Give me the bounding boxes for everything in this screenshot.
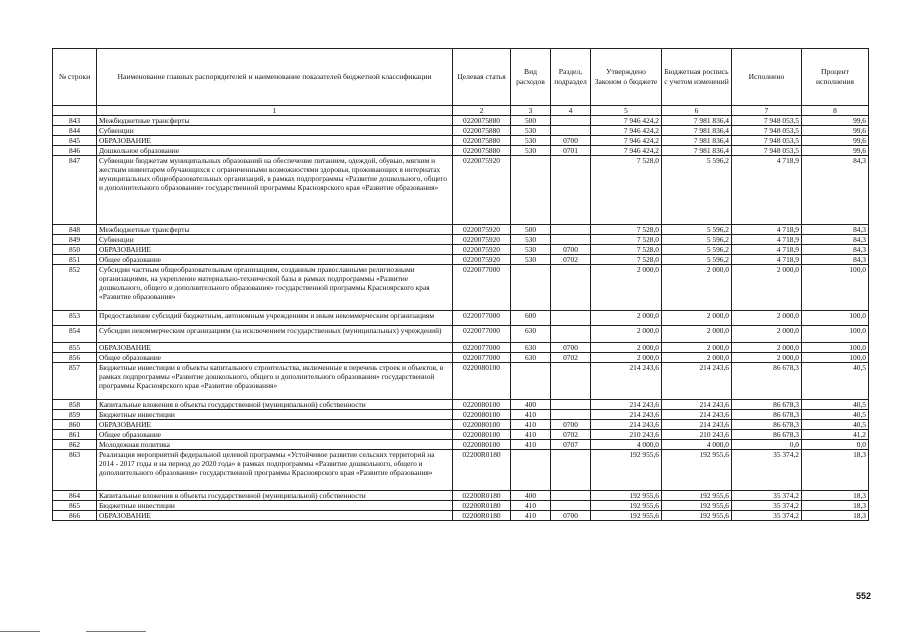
- row-percent: 84,3: [802, 245, 869, 255]
- header-expense-type: Вид расходов: [511, 49, 551, 106]
- row-approved: 192 955,6: [591, 491, 662, 501]
- row-executed: 4 718,9: [732, 225, 802, 235]
- table-row: [53, 430, 869, 440]
- row-expense-type: [511, 450, 551, 491]
- row-executed: 35 374,2: [732, 511, 802, 521]
- row-budget-schedule: 2 000,0: [662, 343, 732, 353]
- row-target-article: 0220075880: [453, 126, 511, 136]
- row-executed: 4 718,9: [732, 235, 802, 245]
- table-row: [53, 400, 869, 410]
- row-target-article: 0220075880: [453, 116, 511, 126]
- table-row: [53, 450, 869, 491]
- row-expense-type: 410: [511, 440, 551, 450]
- row-budget-schedule: 5 596,2: [662, 255, 732, 265]
- row-expense-type: 530: [511, 235, 551, 245]
- row-executed: 2 000,0: [732, 311, 802, 326]
- row-approved: 7 528,0: [591, 255, 662, 265]
- row-number: 852: [53, 265, 97, 311]
- row-percent: 99,6: [802, 116, 869, 126]
- row-percent: 84,3: [802, 235, 869, 245]
- row-executed: 7 948 053,5: [732, 146, 802, 156]
- row-budget-schedule: 192 955,6: [662, 501, 732, 511]
- row-expense-type: [511, 265, 551, 311]
- row-percent: 84,3: [802, 225, 869, 235]
- row-section: 0702: [551, 255, 591, 265]
- row-approved: 7 528,0: [591, 156, 662, 225]
- row-section: [551, 400, 591, 410]
- row-target-article: 0220075920: [453, 156, 511, 225]
- header-target-article: Целевая статья: [453, 49, 511, 106]
- row-executed: 7 948 053,5: [732, 116, 802, 126]
- row-number: 844: [53, 126, 97, 136]
- row-number: 863: [53, 450, 97, 491]
- row-expense-type: 500: [511, 116, 551, 126]
- row-name: Субвенции: [97, 126, 453, 136]
- row-target-article: 0220077000: [453, 311, 511, 326]
- row-approved: 2 000,0: [591, 326, 662, 343]
- row-budget-schedule: 2 000,0: [662, 326, 732, 343]
- row-budget-schedule: 192 955,6: [662, 491, 732, 501]
- row-budget-schedule: 192 955,6: [662, 511, 732, 521]
- row-budget-schedule: 7 981 836,4: [662, 116, 732, 126]
- row-target-article: 0220075880: [453, 146, 511, 156]
- row-budget-schedule: 5 596,2: [662, 245, 732, 255]
- row-percent: 100,0: [802, 343, 869, 353]
- row-expense-type: 530: [511, 255, 551, 265]
- row-percent: 40,5: [802, 363, 869, 400]
- row-name: Субсидии частным общеобразовательным организациям, созданным православными религиозными организациями, на укрепление материально-технической базы в рамках подпрограммы «Развитие дошкольного, общего и дополнительного образования» государственной программы Красноярского края «Развитие образования»: [97, 265, 453, 311]
- table-row: [53, 136, 869, 146]
- row-number: 865: [53, 501, 97, 511]
- row-section: [551, 311, 591, 326]
- table-row: [53, 146, 869, 156]
- row-section: 0700: [551, 245, 591, 255]
- table-row: [53, 363, 869, 400]
- row-number: 864: [53, 491, 97, 501]
- row-percent: 40,5: [802, 400, 869, 410]
- row-approved: 192 955,6: [591, 511, 662, 521]
- row-executed: 35 374,2: [732, 491, 802, 501]
- row-name: Предоставление субсидий бюджетным, автономным учреждениям и иным некоммерческим организациям: [97, 311, 453, 326]
- row-section: 0702: [551, 430, 591, 440]
- row-number: 846: [53, 146, 97, 156]
- row-number: 845: [53, 136, 97, 146]
- row-target-article: 0220080100: [453, 410, 511, 420]
- row-approved: 2 000,0: [591, 311, 662, 326]
- row-number: 853: [53, 311, 97, 326]
- row-section: [551, 116, 591, 126]
- row-budget-schedule: 214 243,6: [662, 410, 732, 420]
- row-executed: 35 374,2: [732, 501, 802, 511]
- row-budget-schedule: 210 243,6: [662, 430, 732, 440]
- row-name: Бюджетные инвестиции: [97, 410, 453, 420]
- row-name: Субвенции: [97, 235, 453, 245]
- row-expense-type: 530: [511, 136, 551, 146]
- row-name: Межбюджетные трансферты: [97, 116, 453, 126]
- row-percent: 18,3: [802, 450, 869, 491]
- row-target-article: 02200R0180: [453, 450, 511, 491]
- row-section: 0707: [551, 440, 591, 450]
- row-budget-schedule: 2 000,0: [662, 353, 732, 363]
- row-executed: 4 718,9: [732, 255, 802, 265]
- row-expense-type: 530: [511, 146, 551, 156]
- row-executed: 2 000,0: [732, 326, 802, 343]
- row-expense-type: 530: [511, 245, 551, 255]
- row-target-article: 0220077000: [453, 343, 511, 353]
- row-executed: 86 678,3: [732, 363, 802, 400]
- row-expense-type: 410: [511, 511, 551, 521]
- row-name: Субвенции бюджетам муниципальных образований на обеспечение питанием, одеждой, обувью, мягким и жестким инвентарем обучающихся с ограниченными возможностями здоровья, проживающих в интернатах муниципальных общеобразовательных организаций, в рамках подпрограммы «Развитие дошкольного, общего и дополнительного образования» государственной программы Красноярского края «Развитие образования»: [97, 156, 453, 225]
- row-number: 843: [53, 116, 97, 126]
- row-executed: 86 678,3: [732, 430, 802, 440]
- row-target-article: 0220075920: [453, 245, 511, 255]
- row-percent: 84,3: [802, 255, 869, 265]
- row-section: 0700: [551, 136, 591, 146]
- row-approved: 214 243,6: [591, 363, 662, 400]
- row-budget-schedule: 5 596,2: [662, 225, 732, 235]
- row-approved: 7 528,0: [591, 235, 662, 245]
- header-executed: Исполнено: [732, 49, 802, 106]
- row-number: 850: [53, 245, 97, 255]
- table-row: [53, 126, 869, 136]
- row-approved: 7 528,0: [591, 245, 662, 255]
- row-percent: 99,6: [802, 146, 869, 156]
- table-row: [53, 265, 869, 311]
- row-target-article: 02200R0180: [453, 511, 511, 521]
- row-approved: 2 000,0: [591, 353, 662, 363]
- row-number: 860: [53, 420, 97, 430]
- row-approved: 4 000,0: [591, 440, 662, 450]
- row-approved: 2 000,0: [591, 265, 662, 311]
- row-percent: 18,3: [802, 491, 869, 501]
- row-executed: 7 948 053,5: [732, 126, 802, 136]
- row-expense-type: 410: [511, 501, 551, 511]
- row-percent: 0,0: [802, 440, 869, 450]
- row-name: Бюджетные инвестиции в объекты капитального строительства, включенные в перечень строек и объектов, в рамках подпрограммы «Развитие дошкольного, общего и дополнительного образования» государственной программы Красноярского края «Развитие образования»: [97, 363, 453, 400]
- table-row: [53, 410, 869, 420]
- row-percent: 100,0: [802, 265, 869, 311]
- row-budget-schedule: 214 243,6: [662, 400, 732, 410]
- row-section: [551, 126, 591, 136]
- table-row: [53, 245, 869, 255]
- row-number: 847: [53, 156, 97, 225]
- column-number: 2: [453, 106, 511, 116]
- table-row: [53, 225, 869, 235]
- budget-document: [52, 48, 869, 521]
- row-name: Капитальные вложения в объекты государственной (муниципальной) собственности: [97, 400, 453, 410]
- scan-edge-mark: [86, 631, 146, 632]
- row-expense-type: 630: [511, 343, 551, 353]
- row-target-article: 0220075920: [453, 255, 511, 265]
- row-target-article: 0220077000: [453, 326, 511, 343]
- row-approved: 214 243,6: [591, 400, 662, 410]
- row-number: 855: [53, 343, 97, 353]
- row-budget-schedule: 7 981 836,4: [662, 136, 732, 146]
- row-budget-schedule: 7 981 836,4: [662, 146, 732, 156]
- row-target-article: 0220080100: [453, 440, 511, 450]
- row-section: [551, 156, 591, 225]
- table-row: [53, 501, 869, 511]
- column-number: 6: [662, 106, 732, 116]
- row-number: 858: [53, 400, 97, 410]
- row-name: Реализация мероприятий федеральной целевой программы «Устойчивое развитие сельских территорий на 2014 - 2017 годы и на период до 2020 года» в рамках подпрограммы «Развитие дошкольного, общего и дополнительного образования» государственной программы Красноярского края «Развитие образования»: [97, 450, 453, 491]
- row-section: 0700: [551, 420, 591, 430]
- row-approved: 7 946 424,2: [591, 116, 662, 126]
- row-section: [551, 225, 591, 235]
- row-budget-schedule: 5 596,2: [662, 235, 732, 245]
- row-number: 849: [53, 235, 97, 245]
- row-percent: 18,3: [802, 511, 869, 521]
- row-section: 0700: [551, 343, 591, 353]
- row-percent: 100,0: [802, 311, 869, 326]
- row-name: Общее образование: [97, 255, 453, 265]
- row-name: Бюджетные инвестиции: [97, 501, 453, 511]
- row-section: [551, 265, 591, 311]
- header-budget-schedule: Бюджетная роспись с учетом изменений: [662, 49, 732, 106]
- row-number: 854: [53, 326, 97, 343]
- row-budget-schedule: 2 000,0: [662, 265, 732, 311]
- row-expense-type: 600: [511, 311, 551, 326]
- scan-edge-mark: [0, 631, 40, 632]
- row-section: [551, 363, 591, 400]
- row-approved: 7 946 424,2: [591, 146, 662, 156]
- row-target-article: 0220080100: [453, 363, 511, 400]
- row-budget-schedule: 192 955,6: [662, 450, 732, 491]
- row-percent: 99,6: [802, 136, 869, 146]
- row-number: 866: [53, 511, 97, 521]
- row-name: ОБРАЗОВАНИЕ: [97, 136, 453, 146]
- row-expense-type: 410: [511, 410, 551, 420]
- row-number: 861: [53, 430, 97, 440]
- row-section: [551, 491, 591, 501]
- column-number: 3: [511, 106, 551, 116]
- row-name: ОБРАЗОВАНИЕ: [97, 343, 453, 353]
- budget-execution-table: [52, 48, 869, 521]
- row-name: ОБРАЗОВАНИЕ: [97, 511, 453, 521]
- row-number: 851: [53, 255, 97, 265]
- header-percent: Процент исполнения: [802, 49, 869, 106]
- row-number: 857: [53, 363, 97, 400]
- row-section: [551, 501, 591, 511]
- row-percent: 18,3: [802, 501, 869, 511]
- row-percent: 40,5: [802, 420, 869, 430]
- row-approved: 7 946 424,2: [591, 136, 662, 146]
- row-executed: 35 374,2: [732, 450, 802, 491]
- table-row: [53, 420, 869, 430]
- row-expense-type: [511, 156, 551, 225]
- row-approved: 192 955,6: [591, 450, 662, 491]
- column-number: 7: [732, 106, 802, 116]
- row-executed: 0,0: [732, 440, 802, 450]
- row-name: ОБРАЗОВАНИЕ: [97, 420, 453, 430]
- column-number: 4: [551, 106, 591, 116]
- row-number: 848: [53, 225, 97, 235]
- header-section: Раздел, подраздел: [551, 49, 591, 106]
- row-approved: 214 243,6: [591, 420, 662, 430]
- row-number: 859: [53, 410, 97, 420]
- table-row: [53, 156, 869, 225]
- row-percent: 40,5: [802, 410, 869, 420]
- row-budget-schedule: 214 243,6: [662, 420, 732, 430]
- row-expense-type: 630: [511, 353, 551, 363]
- row-approved: 2 000,0: [591, 343, 662, 353]
- row-percent: 99,6: [802, 126, 869, 136]
- table-row: [53, 491, 869, 501]
- row-section: 0700: [551, 511, 591, 521]
- row-executed: 86 678,3: [732, 420, 802, 430]
- row-approved: 214 243,6: [591, 410, 662, 420]
- table-row: [53, 440, 869, 450]
- page-number: 552: [855, 591, 871, 601]
- row-target-article: 0220080100: [453, 430, 511, 440]
- row-name: Общее образование: [97, 353, 453, 363]
- row-section: 0701: [551, 146, 591, 156]
- table-row: [53, 311, 869, 326]
- table-row: [53, 343, 869, 353]
- table-row: [53, 235, 869, 245]
- row-target-article: 02200R0180: [453, 501, 511, 511]
- row-expense-type: 410: [511, 430, 551, 440]
- row-percent: 84,3: [802, 156, 869, 225]
- row-name: Молодежная политика: [97, 440, 453, 450]
- row-target-article: 0220080100: [453, 420, 511, 430]
- table-row: [53, 511, 869, 521]
- column-number-blank: [53, 106, 97, 116]
- row-percent: 100,0: [802, 326, 869, 343]
- row-target-article: 0220075920: [453, 235, 511, 245]
- table-header-row: [53, 49, 869, 106]
- column-number: 5: [591, 106, 662, 116]
- row-approved: 210 243,6: [591, 430, 662, 440]
- table-body: [53, 116, 869, 521]
- row-expense-type: [511, 363, 551, 400]
- row-name: Дошкольное образование: [97, 146, 453, 156]
- row-target-article: 0220077000: [453, 265, 511, 311]
- row-name: Межбюджетные трансферты: [97, 225, 453, 235]
- row-section: [551, 450, 591, 491]
- row-budget-schedule: 214 243,6: [662, 363, 732, 400]
- row-budget-schedule: 4 000,0: [662, 440, 732, 450]
- row-approved: 192 955,6: [591, 501, 662, 511]
- row-expense-type: 630: [511, 326, 551, 343]
- row-budget-schedule: 5 596,2: [662, 156, 732, 225]
- row-section: [551, 326, 591, 343]
- row-budget-schedule: 2 000,0: [662, 311, 732, 326]
- row-target-article: 0220075880: [453, 136, 511, 146]
- column-number: 1: [97, 106, 453, 116]
- row-name: Субсидии некоммерческим организациям (за исключением государственных (муниципальных) учреждений): [97, 326, 453, 343]
- row-percent: 100,0: [802, 353, 869, 363]
- row-approved: 7 946 424,2: [591, 126, 662, 136]
- row-executed: 4 718,9: [732, 156, 802, 225]
- row-executed: 86 678,3: [732, 400, 802, 410]
- row-approved: 7 528,0: [591, 225, 662, 235]
- row-target-article: 0220080100: [453, 400, 511, 410]
- row-executed: 86 678,3: [732, 410, 802, 420]
- row-percent: 41,2: [802, 430, 869, 440]
- row-name: ОБРАЗОВАНИЕ: [97, 245, 453, 255]
- row-executed: 2 000,0: [732, 343, 802, 353]
- row-number: 862: [53, 440, 97, 450]
- table-row: [53, 353, 869, 363]
- table-row: [53, 255, 869, 265]
- row-target-article: 0220075920: [453, 225, 511, 235]
- row-number: 856: [53, 353, 97, 363]
- table-row: [53, 326, 869, 343]
- header-approved: Утверждено Законом о бюджете: [591, 49, 662, 106]
- row-name: Общее образование: [97, 430, 453, 440]
- row-section: 0702: [551, 353, 591, 363]
- header-name: Наименование главных распорядителей и наименование показателей бюджетной классификации: [97, 49, 453, 106]
- row-name: Капитальные вложения в объекты государственной (муниципальной) собственности: [97, 491, 453, 501]
- row-expense-type: 400: [511, 491, 551, 501]
- row-target-article: 02200R0180: [453, 491, 511, 501]
- row-expense-type: 400: [511, 400, 551, 410]
- row-executed: 7 948 053,5: [732, 136, 802, 146]
- row-executed: 2 000,0: [732, 265, 802, 311]
- table-row: [53, 116, 869, 126]
- row-expense-type: 530: [511, 126, 551, 136]
- row-executed: 4 718,9: [732, 245, 802, 255]
- row-budget-schedule: 7 981 836,4: [662, 126, 732, 136]
- row-section: [551, 410, 591, 420]
- row-executed: 2 000,0: [732, 353, 802, 363]
- column-number-row: [53, 106, 869, 116]
- row-target-article: 0220077000: [453, 353, 511, 363]
- row-expense-type: 410: [511, 420, 551, 430]
- column-number: 8: [802, 106, 869, 116]
- row-section: [551, 235, 591, 245]
- row-expense-type: 500: [511, 225, 551, 235]
- header-row-number: № строки: [53, 49, 97, 106]
